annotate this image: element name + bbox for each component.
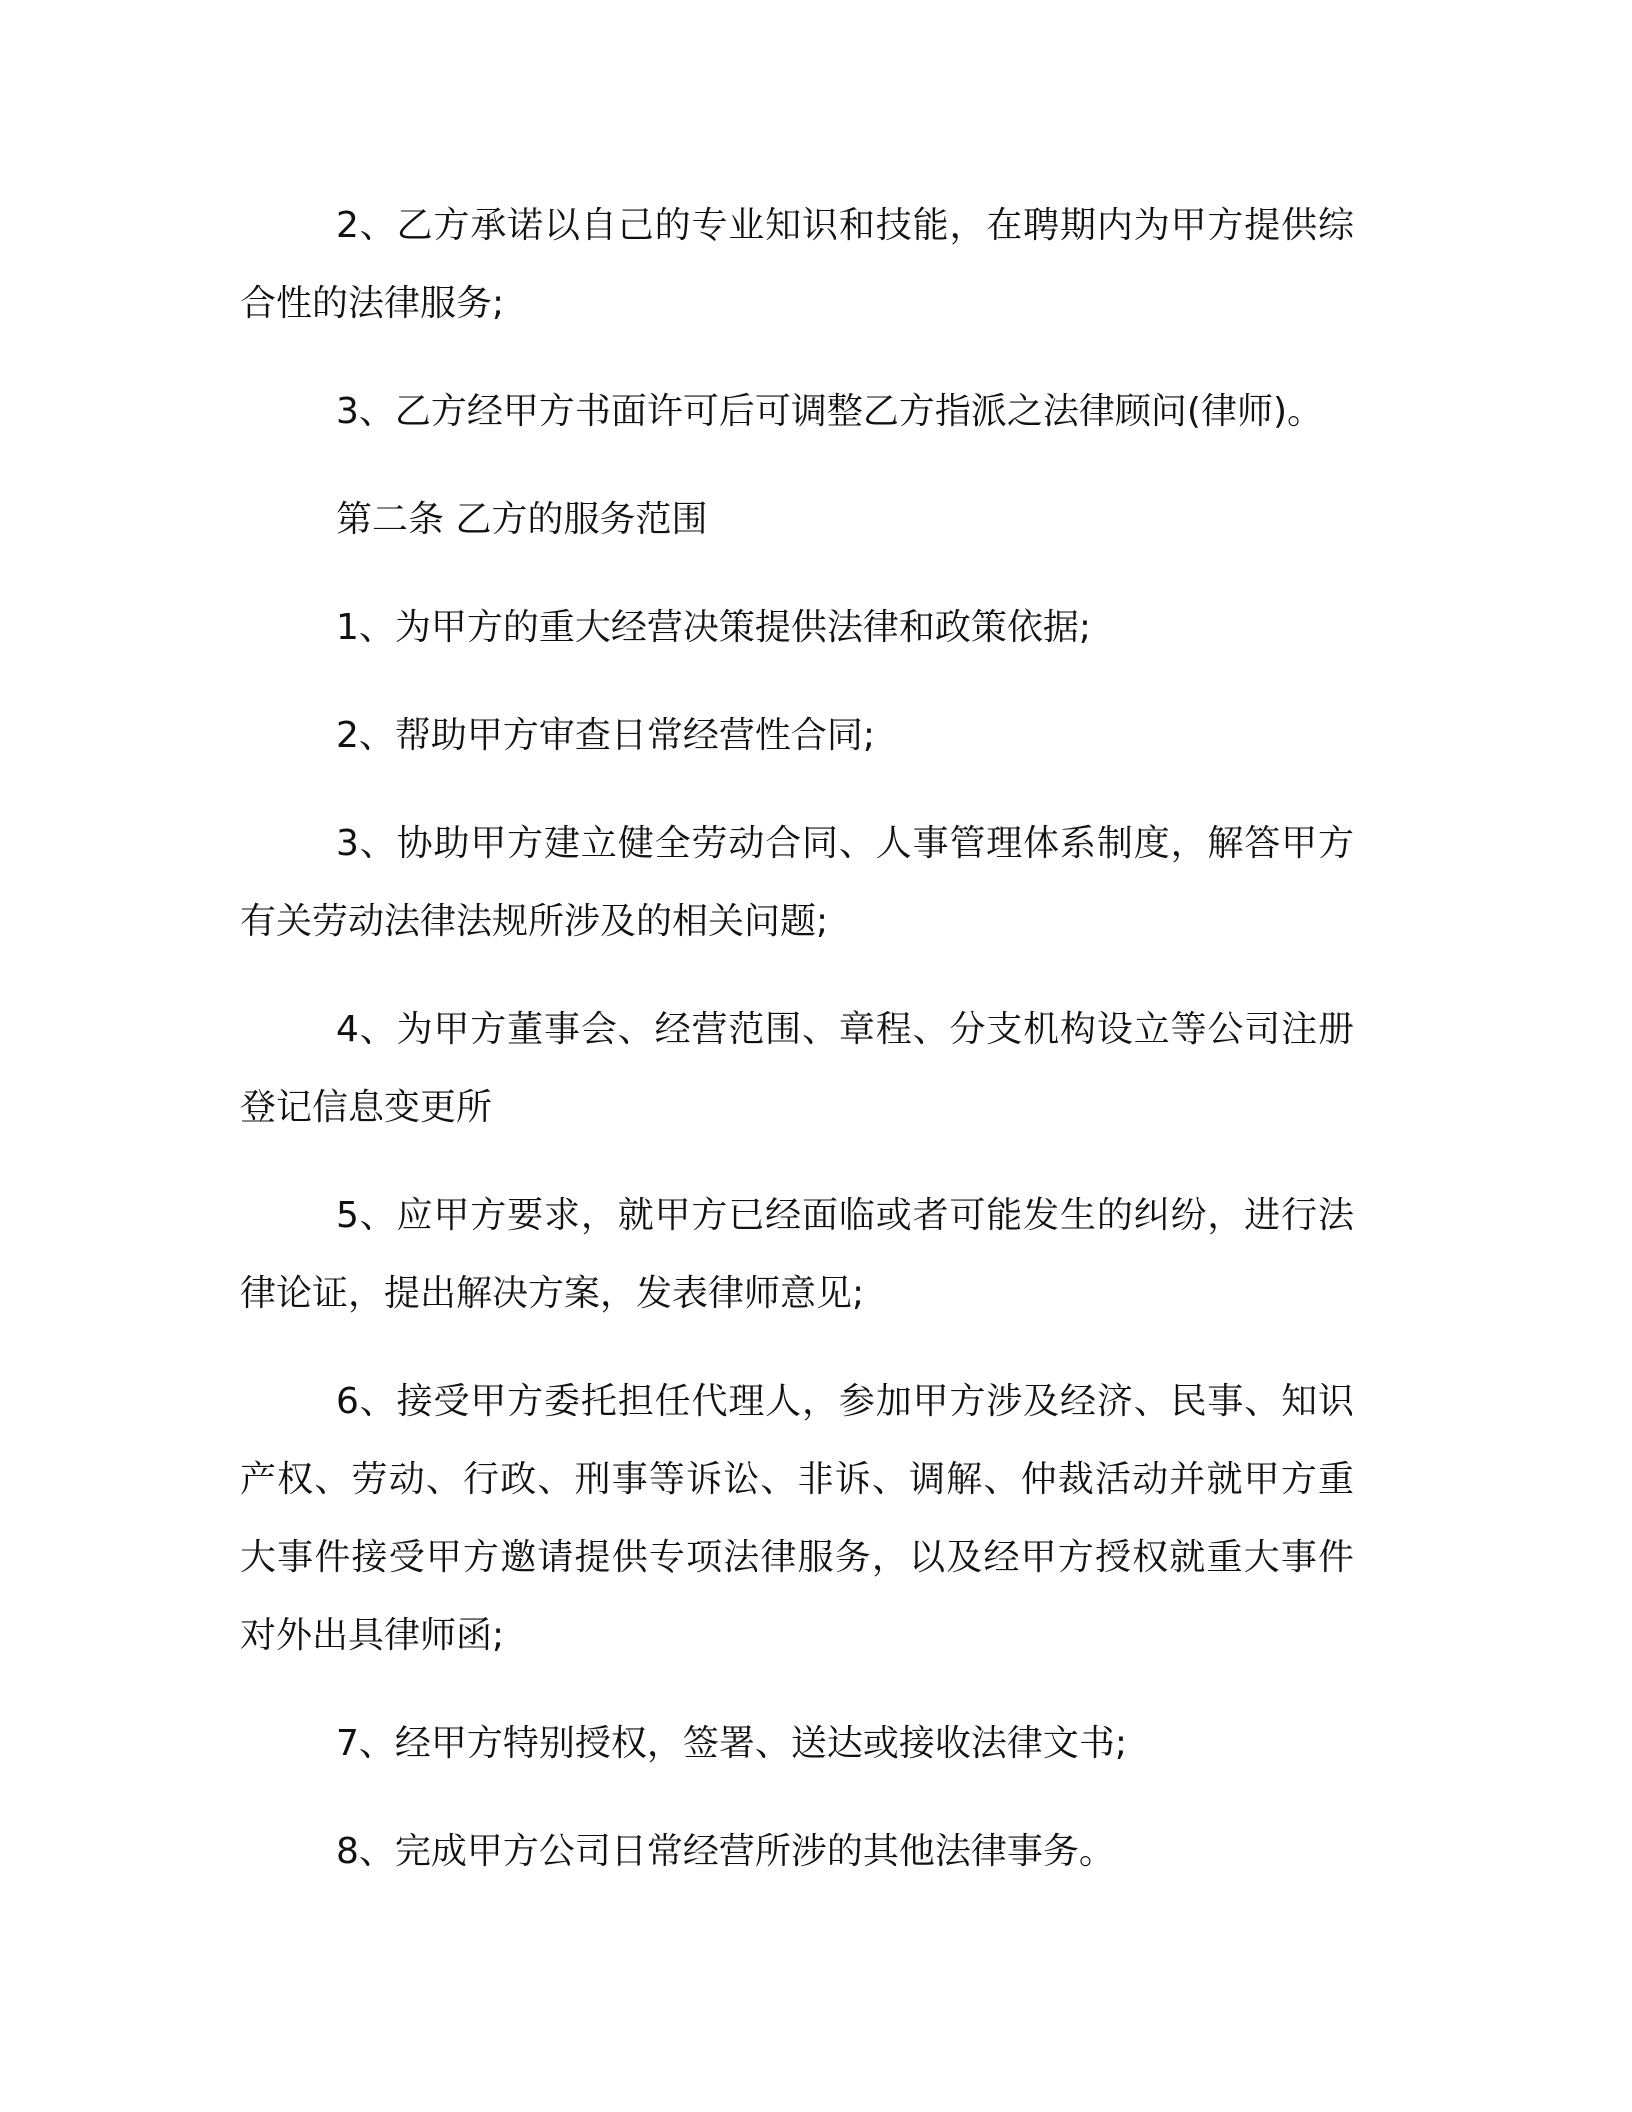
paragraph-scope-8: 8、完成甲方公司日常经营所涉的其他法律事务。 [336, 1831, 1115, 1872]
paragraph-scope-1: 1、为甲方的重大经营决策提供法律和政策依据; [336, 607, 1092, 648]
section-heading-article-2: 第二条 乙方的服务范围 [336, 499, 708, 540]
paragraph-clause-2: 2、乙方承诺以自己的专业知识和技能，在聘期内为甲方提供综合性的法律服务; [240, 205, 1354, 324]
paragraph-scope-7: 7、经甲方特别授权，签署、送达或接收法律文书; [336, 1723, 1128, 1764]
paragraph-scope-2: 2、帮助甲方审查日常经营性合同; [336, 715, 876, 756]
paragraph-scope-3: 3、协助甲方建立健全劳动合同、人事管理体系制度，解答甲方有关劳动法律法规所涉及的相关问题; [240, 823, 1354, 942]
paragraph-scope-5: 5、应甲方要求，就甲方已经面临或者可能发生的纠纷，进行法律论证，提出解决方案，发表律师意见; [240, 1195, 1354, 1314]
paragraph-scope-4: 4、为甲方董事会、经营范围、章程、分支机构设立等公司注册登记信息变更所 [240, 1009, 1354, 1128]
paragraph-scope-6: 6、接受甲方委托担任代理人，参加甲方涉及经济、民事、知识产权、劳动、行政、刑事等诉讼、非诉、调解、仲裁活动并就甲方重大事件接受甲方邀请提供专项法律服务，以及经甲方授权就重大事件对外出具律师函; [240, 1381, 1354, 1656]
document-body [240, 187, 1354, 1891]
paragraph-clause-3: 3、乙方经甲方书面许可后可调整乙方指派之法律顾问(律师)。 [336, 391, 1323, 432]
